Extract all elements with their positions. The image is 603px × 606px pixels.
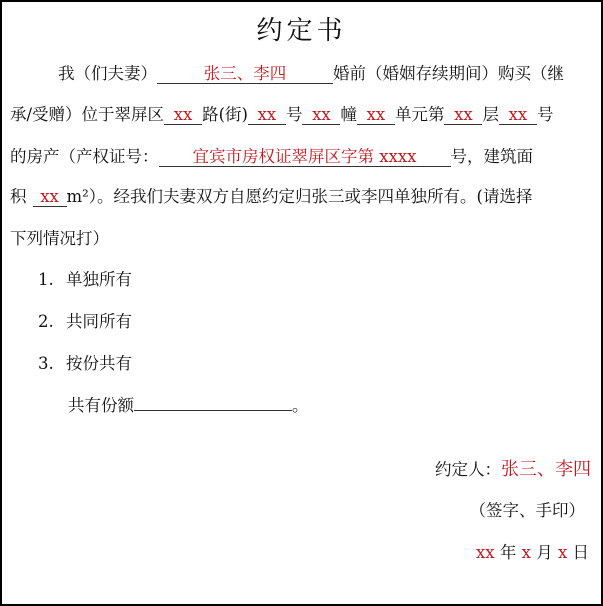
share-label: 共有份额 — [68, 396, 134, 415]
share-end: 。 — [292, 396, 309, 415]
building-field: xx — [302, 105, 340, 125]
option-number: 1. — [38, 270, 54, 289]
option-joint — [38, 308, 132, 332]
owners-field: 张三、李四 — [157, 64, 333, 84]
number-field: xx — [248, 105, 286, 125]
month-label: 月 — [536, 543, 553, 562]
certificate-field: 宜宾市房权证翠屏区字第 xxxx — [159, 147, 451, 167]
area-field: xx — [33, 187, 67, 207]
body-line-5 — [10, 225, 109, 249]
body-line-3 — [10, 143, 533, 167]
text-agreement: m²）。经我们夫妻双方自愿约定归张三或李四单独所有。(请选择 — [66, 187, 533, 206]
option-label: 共同所有 — [66, 312, 132, 331]
floor-field: xx — [444, 105, 482, 125]
text-area: 积 — [10, 187, 27, 206]
year-value: xx — [476, 543, 495, 562]
month-value: x — [521, 543, 531, 562]
text-purchase-type: 婚前（婚姻存续期间）购买（继 — [333, 64, 564, 83]
option-shared — [38, 350, 132, 374]
text-number: 号 — [285, 105, 303, 124]
text-area-intro: 号，建筑面 — [450, 147, 533, 166]
option-label: 按份共有 — [66, 354, 132, 373]
signatory-label: 约定人： — [435, 460, 501, 479]
day-label: 日 — [572, 543, 589, 562]
option-number: 3. — [38, 354, 54, 373]
day-value: x — [557, 543, 568, 562]
year-label: 年 — [499, 543, 517, 562]
body-line-4 — [10, 183, 532, 207]
text-owner-intro: 我（们夫妻） — [58, 64, 157, 83]
signature-line — [435, 455, 591, 481]
room-field: xx — [499, 105, 537, 125]
text-room: 号 — [536, 105, 554, 124]
signatory-names: 张三、李四 — [501, 459, 591, 480]
text-floor: 层 — [482, 105, 499, 124]
body-line-1 — [58, 60, 564, 84]
share-blank — [134, 394, 292, 411]
option-sole — [38, 266, 132, 290]
body-line-2 — [10, 101, 553, 125]
option-label: 单独所有 — [66, 270, 132, 289]
text-unit: 单元第 — [394, 105, 445, 124]
date-line — [476, 539, 589, 563]
road-field: xx — [164, 105, 202, 125]
text-choose: 下列情况打） — [10, 229, 109, 248]
text-building: 幢 — [340, 105, 357, 124]
signature-note: （签字、手印） — [469, 501, 585, 520]
unit-field: xx — [357, 105, 395, 125]
option-number: 2. — [38, 312, 54, 331]
document-title: 约定书 — [256, 16, 347, 46]
text-certificate: 的房产（产权证号： — [10, 147, 159, 166]
share-line — [68, 392, 309, 416]
text-location: 承/受赠）位于翠屏区 — [10, 105, 165, 124]
text-road: 路(街) — [202, 105, 248, 124]
